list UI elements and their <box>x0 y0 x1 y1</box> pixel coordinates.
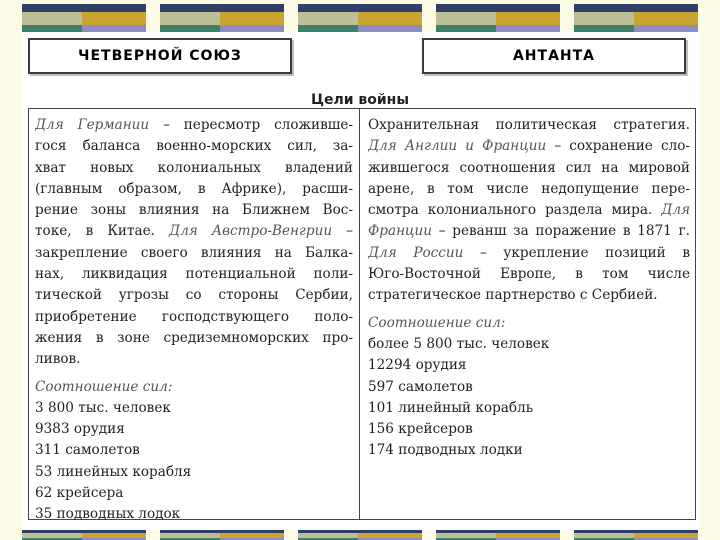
forces-title: Соотношение сил: <box>368 314 506 331</box>
country-label: Для <box>661 202 690 219</box>
stripe-accent <box>298 25 358 32</box>
goal-text: Охранительная политическая стратегия. <box>368 117 690 133</box>
stripe-segment <box>496 530 560 540</box>
stripe-segment <box>358 530 422 540</box>
right-goal-line <box>368 243 690 264</box>
left-goal-line <box>35 221 353 242</box>
left-goal-line <box>35 158 353 179</box>
goal-text: хват новых колониальных владений <box>35 159 353 176</box>
forces-item: 311 самолетов <box>35 442 140 459</box>
stripe-segment <box>436 530 496 540</box>
stripe-accent <box>82 25 146 32</box>
left-goal-line <box>35 136 353 157</box>
stripe-accent <box>634 530 698 533</box>
stripe-accent <box>574 4 634 12</box>
goal-text: рение зоны влияния на Ближнем Вос- <box>35 202 353 219</box>
right-goal-line <box>368 200 690 221</box>
stripe-accent <box>220 530 284 533</box>
right-goal-line <box>368 179 690 200</box>
right-goal-line <box>368 264 690 285</box>
goal-text: Юго-Восточной Европе, в том числе <box>368 266 690 283</box>
header-entente <box>422 38 686 74</box>
forces-item: 156 крейсеров <box>368 421 473 438</box>
forces-item: 3 800 тыс. человек <box>35 399 171 416</box>
goal-text: стратегическое партнерство с Сербией. <box>368 287 658 304</box>
stripe-segment <box>298 530 358 540</box>
goal-text: (главным образом, в Африке), расши- <box>35 180 353 197</box>
column-divider <box>359 109 360 519</box>
goal-text: – пересмотр сложивше- <box>149 117 353 133</box>
decorative-stripe-top <box>0 4 720 32</box>
stripe-accent <box>358 530 422 533</box>
goal-text: жения в зоне средиземноморских про- <box>35 329 353 346</box>
right-goal-line <box>368 136 690 157</box>
central-powers-column <box>35 115 353 526</box>
stripe-accent <box>574 25 634 32</box>
stripe-segment <box>574 4 634 32</box>
goal-text: смотра колониального раздела мира. <box>368 202 662 219</box>
header-central-powers <box>28 38 292 74</box>
right-goal-line <box>368 221 690 242</box>
forces-item: 101 линейный корабль <box>368 399 534 416</box>
stripe-segment <box>436 4 496 32</box>
left-goal-line <box>35 179 353 200</box>
stripe-segment <box>634 4 698 32</box>
stripe-accent <box>160 530 220 533</box>
stripe-segment <box>82 4 146 32</box>
stripe-accent <box>22 25 82 32</box>
stripe-segment <box>22 530 82 540</box>
left-goal-line <box>35 328 353 349</box>
stripe-accent <box>82 530 146 533</box>
stripe-segment <box>298 4 358 32</box>
country-label: Для Германии <box>35 117 150 133</box>
stripe-segment <box>496 4 560 32</box>
stripe-accent <box>160 4 220 12</box>
stripe-accent <box>634 4 698 12</box>
stripe-accent <box>436 530 496 533</box>
goal-text: приобретение господствующего поло- <box>35 308 353 325</box>
entente-column <box>368 115 690 462</box>
header-central-powers-label: ЧЕТВЕРНОЙ СОЮЗ <box>78 48 242 64</box>
left-goal-line <box>35 285 353 306</box>
stripe-segment <box>574 530 634 540</box>
stripe-segment <box>634 530 698 540</box>
comparison-table <box>28 108 696 523</box>
goal-text: арене, в том числе недопущение пере- <box>368 180 690 197</box>
left-goal-line <box>35 115 353 136</box>
stripe-accent <box>496 530 560 533</box>
stripe-accent <box>298 4 358 12</box>
forces-item: 53 линейных корабля <box>35 463 192 480</box>
stripe-segment <box>22 4 82 32</box>
forces-title: Соотношение сил: <box>35 378 173 395</box>
stripe-accent <box>22 530 82 533</box>
stripe-accent <box>496 25 560 32</box>
stripe-accent <box>220 25 284 32</box>
goal-text: – реванш за поражение в 1871 г. <box>432 223 690 240</box>
stripe-accent <box>220 4 284 12</box>
goal-text: – <box>332 223 353 240</box>
stripe-segment <box>220 530 284 540</box>
goal-text: – укрепление позиций в <box>463 244 690 261</box>
stripe-accent <box>358 4 422 12</box>
stripe-accent <box>436 4 496 12</box>
stripe-accent <box>358 25 422 32</box>
goal-text: закрепление своего влияния на Балка- <box>35 244 353 261</box>
forces-item: 597 самолетов <box>368 378 473 395</box>
country-label: Для России <box>368 244 464 261</box>
goal-text: ливов. <box>35 351 81 368</box>
left-goal-line <box>35 200 353 221</box>
stripe-accent <box>574 530 634 533</box>
goal-text: тической угрозы со стороны Сербии, <box>35 287 353 304</box>
forces-item: 12294 орудия <box>368 357 467 374</box>
left-goal-line <box>35 264 353 285</box>
left-goal-line <box>35 243 353 264</box>
stripe-segment <box>358 4 422 32</box>
stripe-segment <box>160 4 220 32</box>
forces-item: 62 крейсера <box>35 485 124 502</box>
left-goal-line <box>35 349 353 370</box>
stripe-accent <box>634 25 698 32</box>
stripe-accent <box>22 4 82 12</box>
decorative-stripe-bottom <box>0 530 720 540</box>
forces-item: 9383 орудия <box>35 421 125 438</box>
goal-text: токе, в Китае. <box>35 223 170 240</box>
stripe-accent <box>496 4 560 12</box>
country-label: Для Австро-Венгрии <box>169 223 333 240</box>
goal-text: гося баланса военно-морских сил, за- <box>35 138 353 155</box>
right-goal-line <box>368 158 690 179</box>
stripe-segment <box>220 4 284 32</box>
left-goal-line <box>35 307 353 328</box>
right-goal-line <box>368 115 690 136</box>
goal-text: нах, ликвидация потенциальной поли- <box>35 266 353 283</box>
forces-item: 35 подводных лодок <box>35 506 181 523</box>
stripe-accent <box>436 25 496 32</box>
goal-text: жившегося соотношения сил на мировой <box>368 159 690 176</box>
stripe-accent <box>160 25 220 32</box>
forces-item: 174 подводных лодки <box>368 442 523 459</box>
header-entente-label: АНТАНТА <box>512 48 596 64</box>
stripe-segment <box>82 530 146 540</box>
section-title: Цели войны <box>310 92 410 108</box>
country-label: Франции <box>368 223 433 240</box>
stripe-segment <box>160 530 220 540</box>
stripe-accent <box>298 530 358 533</box>
goal-text: – сохранение сло- <box>546 138 690 155</box>
country-label: Для Англии и Франции <box>368 138 547 155</box>
right-goal-line <box>368 285 690 306</box>
stripe-accent <box>82 4 146 12</box>
forces-item: более 5 800 тыс. человек <box>368 335 550 352</box>
